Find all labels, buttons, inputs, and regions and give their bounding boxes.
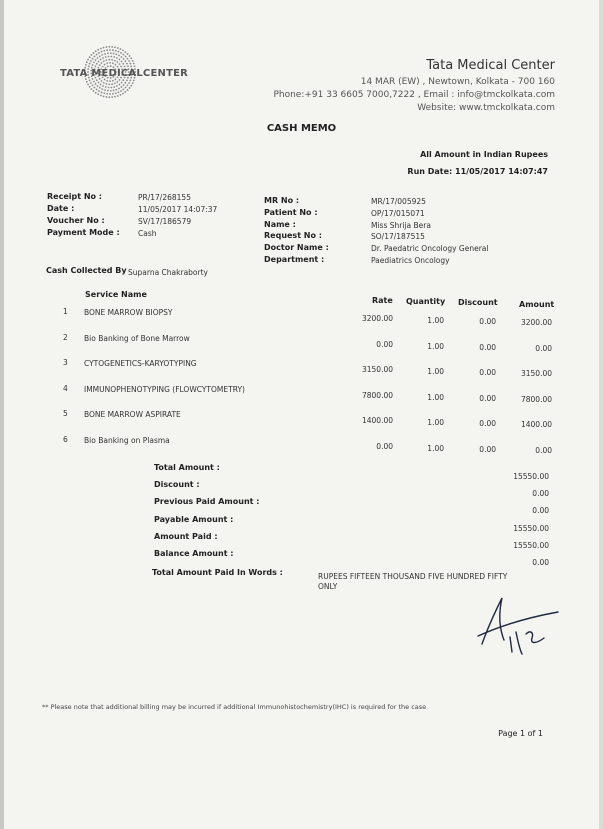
row-number: 4: [63, 383, 68, 393]
patient-field-value: SO/17/187515: [371, 232, 425, 242]
row-quantity: 1.00: [427, 367, 444, 376]
footer-note: ** Please note that additional billing may be incurred if additional Immunohistochemistry(IHC) is required for the case: [42, 703, 427, 711]
receipt-field-value: 11/05/2017 14:07:37: [138, 205, 218, 214]
total-label: Previous Paid Amount :: [154, 497, 260, 507]
row-rate: 3200.00: [361, 314, 393, 323]
receipt-field-label: Receipt No :: [47, 192, 103, 201]
amount-note: All Amount in Indian Rupees: [420, 150, 548, 159]
row-service-name: Bio Banking of Bone Marrow: [84, 333, 190, 343]
receipt-field-value: PR/17/268155: [138, 193, 191, 202]
row-amount: 3150.00: [520, 369, 552, 378]
row-quantity: 1.00: [427, 316, 444, 325]
col-rate: Rate: [372, 296, 393, 305]
row-discount: 0.00: [479, 317, 496, 326]
receipt-field-label: Payment Mode :: [47, 228, 120, 237]
receipt-field-label: Voucher No :: [47, 216, 105, 225]
patient-field-value: Dr. Paedatric Oncology General: [371, 244, 489, 254]
patient-field-label: Request No :: [264, 231, 322, 241]
patient-field-value: OP/17/015071: [371, 208, 425, 218]
row-service-name: Bio Banking on Plasma: [84, 435, 170, 445]
total-label: Discount :: [154, 480, 200, 490]
patient-field-label: Department :: [264, 255, 325, 264]
col-amount: Amount: [519, 300, 555, 309]
org-address: 14 MAR (EW) , Newtown, Kolkata - 700 160: [360, 77, 555, 87]
total-label: Amount Paid :: [154, 531, 218, 541]
row-number: 6: [63, 434, 68, 444]
total-value: 15550.00: [513, 472, 549, 481]
row-rate: 0.00: [376, 339, 393, 349]
page-number: Page 1 of 1: [498, 729, 543, 738]
row-service-name: CYTOGENETICS-KARYOTYPING: [84, 359, 197, 368]
total-value: 0.00: [532, 506, 549, 516]
run-date: Run Date: 11/05/2017 14:07:47: [407, 167, 548, 176]
row-amount: 1400.00: [520, 420, 552, 429]
row-discount: 0.00: [479, 419, 496, 428]
row-service-name: BONE MARROW ASPIRATE: [84, 410, 181, 419]
cash-collected-label: Cash Collected By: [46, 266, 127, 275]
document-title: CASH MEMO: [266, 123, 337, 134]
col-service-name: Service Name: [85, 290, 147, 299]
receipt-field-value: SV/17/186579: [138, 217, 192, 226]
words-line2: ONLY: [318, 582, 338, 591]
patient-field-value: Paediatrics Oncology: [371, 256, 450, 265]
row-service-name: IMMUNOPHENOTYPING (FLOWCYTOMETRY): [84, 384, 245, 394]
row-number: 2: [63, 332, 68, 342]
logo-text: TATA MEDICALCENTER: [60, 68, 189, 79]
row-quantity: 1.00: [427, 443, 444, 453]
row-amount: 7800.00: [520, 394, 552, 404]
receipt-field-value: Cash: [138, 229, 157, 238]
total-value: 0.00: [532, 489, 549, 499]
words-line1: RUPEES FIFTEEN THOUSAND FIVE HUNDRED FIFTY: [318, 572, 508, 581]
patient-field-label: Doctor Name :: [264, 243, 329, 253]
patient-field-value: Miss Shrija Bera: [371, 220, 431, 230]
col-quantity: Quantity: [406, 297, 446, 306]
receipt-field-label: Date :: [47, 204, 75, 213]
row-amount: 0.00: [535, 343, 552, 353]
patient-field-label: Patient No :: [264, 207, 318, 217]
total-value: 15550.00: [513, 540, 549, 550]
row-rate: 3150.00: [361, 365, 393, 374]
row-number: 3: [63, 358, 68, 367]
org-website: Website: www.tmckolkata.com: [417, 103, 555, 113]
total-label: Balance Amount :: [154, 549, 234, 558]
org-name: Tata Medical Center: [426, 58, 555, 73]
row-service-name: BONE MARROW BIOPSY: [84, 308, 173, 317]
row-discount: 0.00: [479, 444, 496, 454]
row-rate: 1400.00: [361, 416, 393, 425]
col-discount: Discount: [458, 298, 498, 307]
org-phone-email: Phone:+91 33 6605 7000,7222 , Email : info@tmckolkata.com: [273, 90, 555, 100]
signature: [470, 592, 565, 662]
row-discount: 0.00: [479, 393, 496, 403]
patient-field-label: MR No :: [264, 196, 300, 205]
row-quantity: 1.00: [427, 341, 444, 351]
row-number: 5: [63, 409, 68, 418]
patient-field-value: MR/17/005925: [371, 197, 426, 206]
cash-collected-value: Suparna Chakraborty: [128, 268, 208, 277]
row-amount: 0.00: [535, 445, 552, 455]
patient-field-label: Name :: [264, 219, 296, 229]
row-rate: 0.00: [376, 441, 393, 451]
row-discount: 0.00: [479, 368, 496, 377]
row-amount: 3200.00: [520, 318, 552, 327]
total-value: 15550.00: [513, 523, 549, 533]
total-label: Total Amount :: [154, 463, 220, 472]
words-label: Total Amount Paid In Words :: [152, 568, 283, 577]
row-quantity: 1.00: [427, 392, 444, 402]
row-rate: 7800.00: [361, 390, 393, 400]
row-number: 1: [63, 307, 68, 316]
total-value: 0.00: [532, 558, 549, 567]
row-discount: 0.00: [479, 342, 496, 352]
total-label: Payable Amount :: [154, 514, 234, 524]
row-quantity: 1.00: [427, 418, 444, 427]
